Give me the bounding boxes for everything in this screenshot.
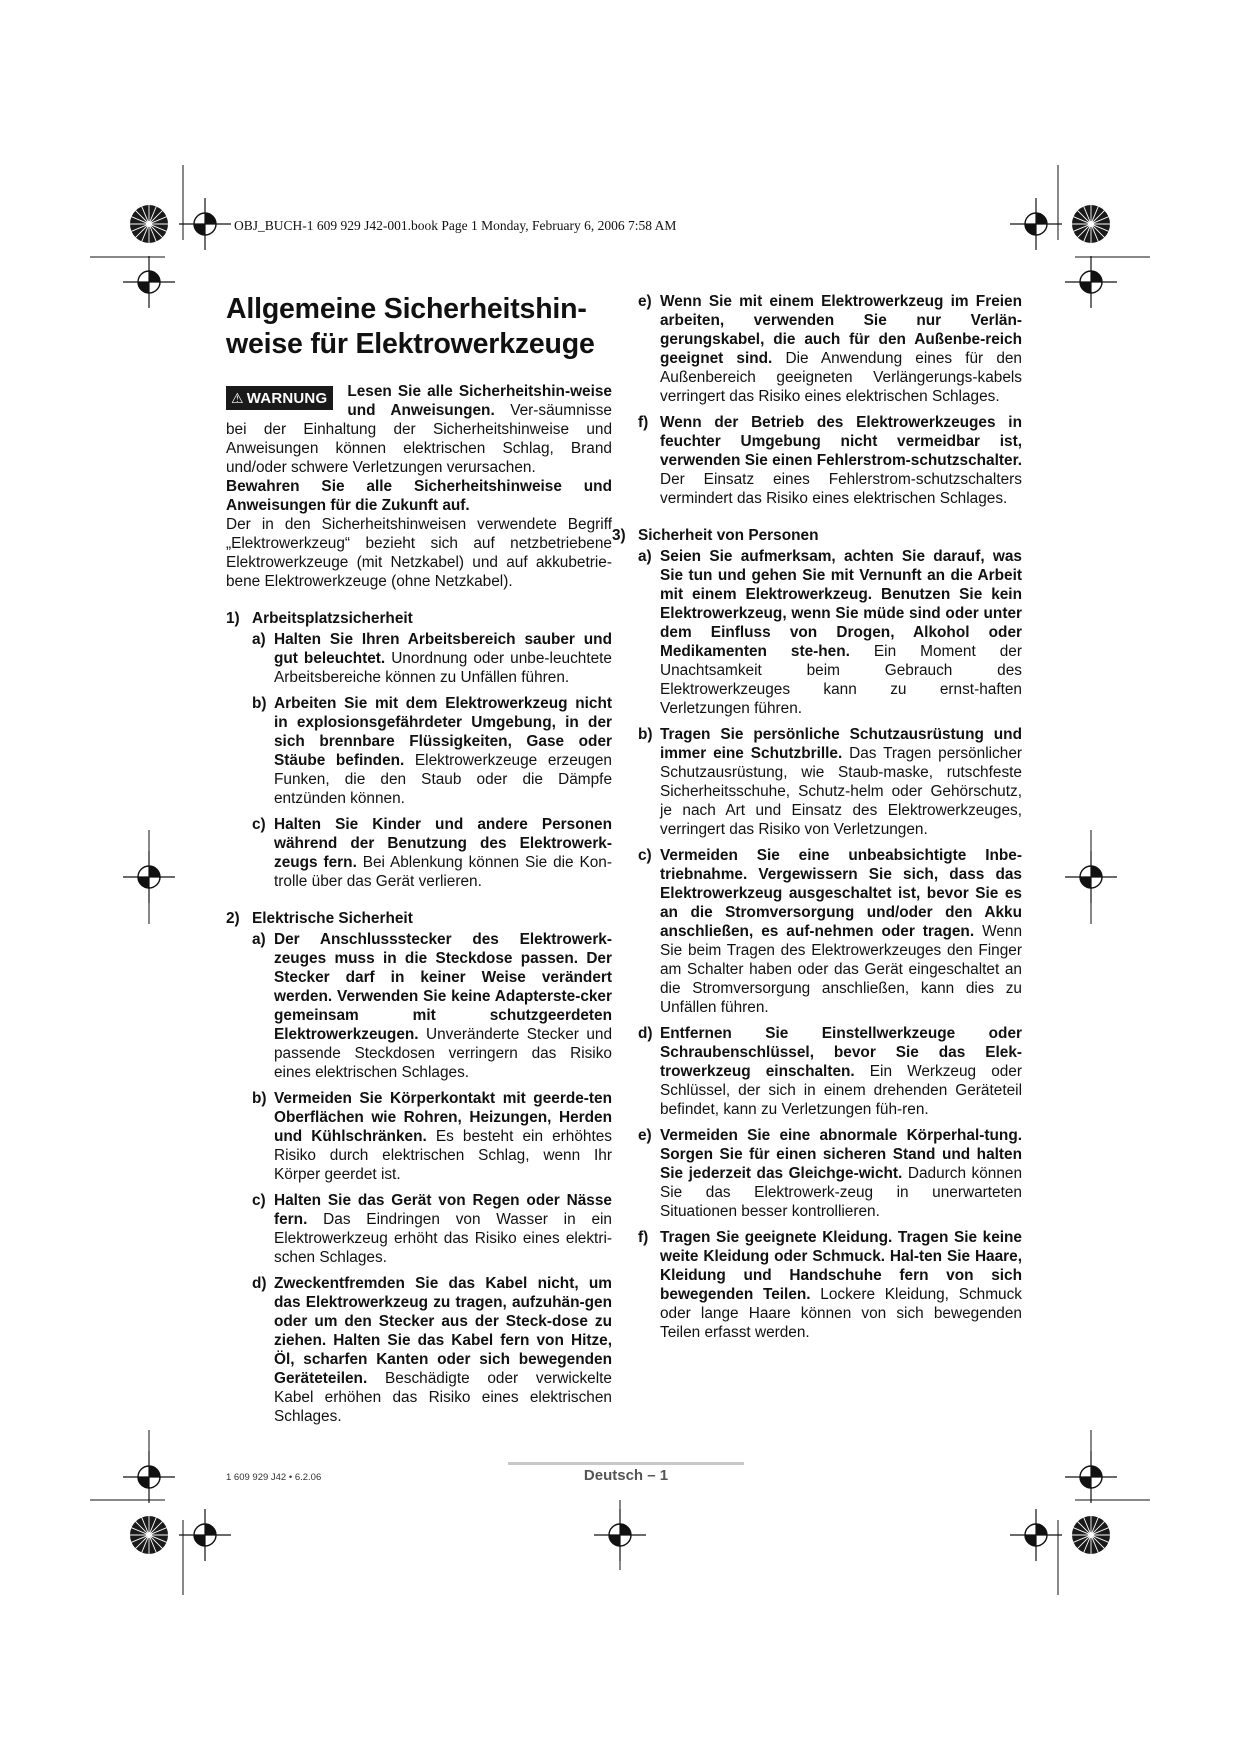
doc-code: 1 609 929 J42 • 6.2.06	[226, 1472, 322, 1483]
section-heading: 1) Arbeitsplatzsicherheit	[226, 610, 413, 627]
registration-cross-icon	[179, 198, 231, 250]
warning-block	[226, 382, 612, 477]
list-item: b) Arbeiten Sie mit dem Elektrowerkzeug nicht in explosionsgefährdeter Umgebung, in der sich brennbare Flüssigkeiten, Gase oder Stäube befinden. Elektrowerkzeuge erzeugen Funken, die den Staub oder die Dämpfe entzünden können.	[252, 695, 612, 807]
list-item: f) Tragen Sie geeignete Kleidung. Tragen Sie keine weite Kleidung oder Schmuck. Hal-ten Sie Haare, Kleidung und Handschuhe fern von sich bewegenden Teilen. Lockere Kleidung, Schmuck oder lange Haare können von sich bewegenden Teilen erfasst werden.	[638, 1229, 1022, 1341]
print-header: OBJ_BUCH-1 609 929 J42-001.book Page 1 Monday, February 6, 2006 7:58 AM	[234, 218, 677, 233]
right-column	[612, 292, 1023, 1349]
list-item: d) Zweckentfremden Sie das Kabel nicht, um das Elektrowerkzeug zu tragen, aufzuhän-gen oder um den Stecker aus der Steck-dose zu ziehen. Halten Sie das Kabel fern von Hitze, Öl, scharfen Kanten oder sich bewegenden Geräteteilen. Beschädigte oder verwickelte Kabel erhöhen das Risiko eines elektrischen Schlages.	[252, 1275, 612, 1425]
list-item: c) Halten Sie Kinder und andere Personen während der Benutzung des Elektrowerk-zeugs fern. Bei Ablenkung können Sie die Kon-trolle über das Gerät verlieren.	[252, 816, 612, 890]
registration-cross-icon	[1010, 1509, 1062, 1561]
page-number: Deutsch – 1	[583, 1467, 669, 1484]
registration-star-icon	[1072, 1516, 1110, 1554]
registration-star-icon	[130, 205, 168, 243]
registration-star-icon	[1072, 205, 1110, 243]
list-item: c) Halten Sie das Gerät von Regen oder Nässe fern. Das Eindringen von Wasser in ein Elektrowerkzeug erhöht das Risiko eines elektri-schen Schlages.	[252, 1192, 612, 1266]
warning-text: Ver-säumnisse bei der Einhaltung der Sicherheitshinweise und Anweisungen können elektrischen Schlag, Brand und/oder schwere Verletzungen verursachen.	[226, 402, 612, 476]
list-item: a) Halten Sie Ihren Arbeitsbereich sauber und gut beleuchtet. Unordnung oder unbe-leuchtete Arbeitsbereiche können zu Unfällen führen.	[252, 631, 612, 686]
list-item: a) Der Anschlussstecker des Elektrowerk-zeuges muss in die Steckdose passen. Der Stecker darf in keiner Weise verändert werden. Verwenden Sie keine Adapterste-cker gemeinsam mit schutzgeerdeten Elektrowerkzeugen. Unveränderte Stecker und passende Steckdosen verringern das Risiko eines elektrischen Schlages.	[252, 931, 612, 1081]
registration-star-icon	[130, 1516, 168, 1554]
left-column	[226, 292, 612, 1433]
list-item: d) Entfernen Sie Einstellwerkzeuge oder Schraubenschlüssel, bevor Sie das Elek-trowerkzeug einschalten. Ein Werkzeug oder Schlüssel, der sich in einem drehenden Geräteteil befindet, kann zu Verletzungen füh-ren.	[638, 1025, 1022, 1118]
registration-cross-icon	[1065, 1451, 1117, 1503]
list-item: e) Wenn Sie mit einem Elektrowerkzeug im Freien arbeiten, verwenden Sie nur Verlän-gerungskabel, die auch für den Außenbe-reich geeignet sind. Die Anwendung eines für den Außenbereich geeigneten Verlängerungs-kabels verringert das Risiko eines elektrischen Schlages.	[638, 293, 1022, 405]
footer-divider	[508, 1462, 744, 1465]
page-title: Allgemeine Sicherheitshin- weise für Elektrowerkzeuge	[226, 293, 595, 360]
warning-badge: ⚠ WARNUNG	[226, 386, 333, 410]
registration-cross-icon	[123, 851, 175, 903]
keep-instructions: Bewahren Sie alle Sicherheitshinweise und Anweisungen für die Zukunft auf.	[226, 478, 612, 514]
list-item: b) Tragen Sie persönliche Schutzausrüstung und immer eine Schutzbrille. Das Tragen persönlicher Schutzausrüstung, wie Staub-maske, rutschfeste Sicherheitsschuhe, Schutz-helm oder Gehörschutz, je nach Art und Einsatz des Elektrowerkzeuges, verringert das Risiko von Verletzungen.	[638, 726, 1022, 838]
section-heading: 2) Elektrische Sicherheit	[226, 910, 413, 927]
section-heading: 3) Sicherheit von Personen	[612, 527, 819, 544]
registration-cross-icon	[123, 1451, 175, 1503]
term-definition: Der in den Sicherheitshinweisen verwendete Begriff „Elektrowerkzeug“ bezieht sich auf netzbetriebene Elektrowerkzeuge (mit Netzkabel) und auf akkubetrie-bene Elektrowerkzeuge (ohne Netzkabel).	[226, 516, 612, 590]
registration-cross-icon	[123, 256, 175, 308]
list-item: f) Wenn der Betrieb des Elektrowerkzeuges in feuchter Umgebung nicht vermeidbar ist, verwenden Sie einen Fehlerstrom-schutzschalter. Der Einsatz eines Fehlerstrom-schutzschalters vermindert das Risiko eines elektrischen Schlages.	[638, 414, 1022, 507]
registration-cross-icon	[179, 1509, 231, 1561]
list-item: b) Vermeiden Sie Körperkontakt mit geerde-ten Oberflächen wie Rohren, Heizungen, Herden und Kühlschränken. Es besteht ein erhöhtes Risiko durch elektrischen Schlag, wenn Ihr Körper geerdet ist.	[252, 1090, 612, 1183]
warning-triangle-icon: ⚠	[231, 390, 244, 406]
list-item: a) Seien Sie aufmerksam, achten Sie darauf, was Sie tun und gehen Sie mit Vernunft an die Arbeit mit einem Elektrowerkzeug. Benutzen Sie kein Elektrowerkzeug, wenn Sie müde sind oder unter dem Einfluss von Drogen, Alkohol oder Medikamenten ste-hen. Ein Moment der Unachtsamkeit beim Gebrauch des Elektrowerkzeuges kann zu ernst-haften Verletzungen führen.	[638, 548, 1022, 717]
registration-cross-icon	[594, 1509, 646, 1561]
registration-cross-icon	[1065, 851, 1117, 903]
list-item: c) Vermeiden Sie eine unbeabsichtigte Inbe-triebnahme. Vergewissern Sie sich, dass das Elektrowerkzeug ausgeschaltet ist, bevor Sie es an die Stromversorgung und/oder den Akku anschließen, es auf-nehmen oder tragen. Wenn Sie beim Tragen des Elektrowerkzeuges den Finger am Schalter haben oder das Gerät eingeschaltet an die Stromversorgung anschließen, kann dies zu Unfällen führen.	[638, 847, 1023, 1016]
registration-cross-icon	[1065, 256, 1117, 308]
warning-bold-text: Lesen Sie alle Sicherheitshin-weise und Anweisungen.	[347, 383, 612, 419]
registration-cross-icon	[1010, 198, 1062, 250]
list-item: e) Vermeiden Sie eine abnormale Körperhal-tung. Sorgen Sie für einen sicheren Stand und halten Sie jederzeit das Gleichge-wicht. Dadurch können Sie das Elektrowerk-zeug in unerwarteten Situationen besser kontrollieren.	[638, 1127, 1023, 1220]
